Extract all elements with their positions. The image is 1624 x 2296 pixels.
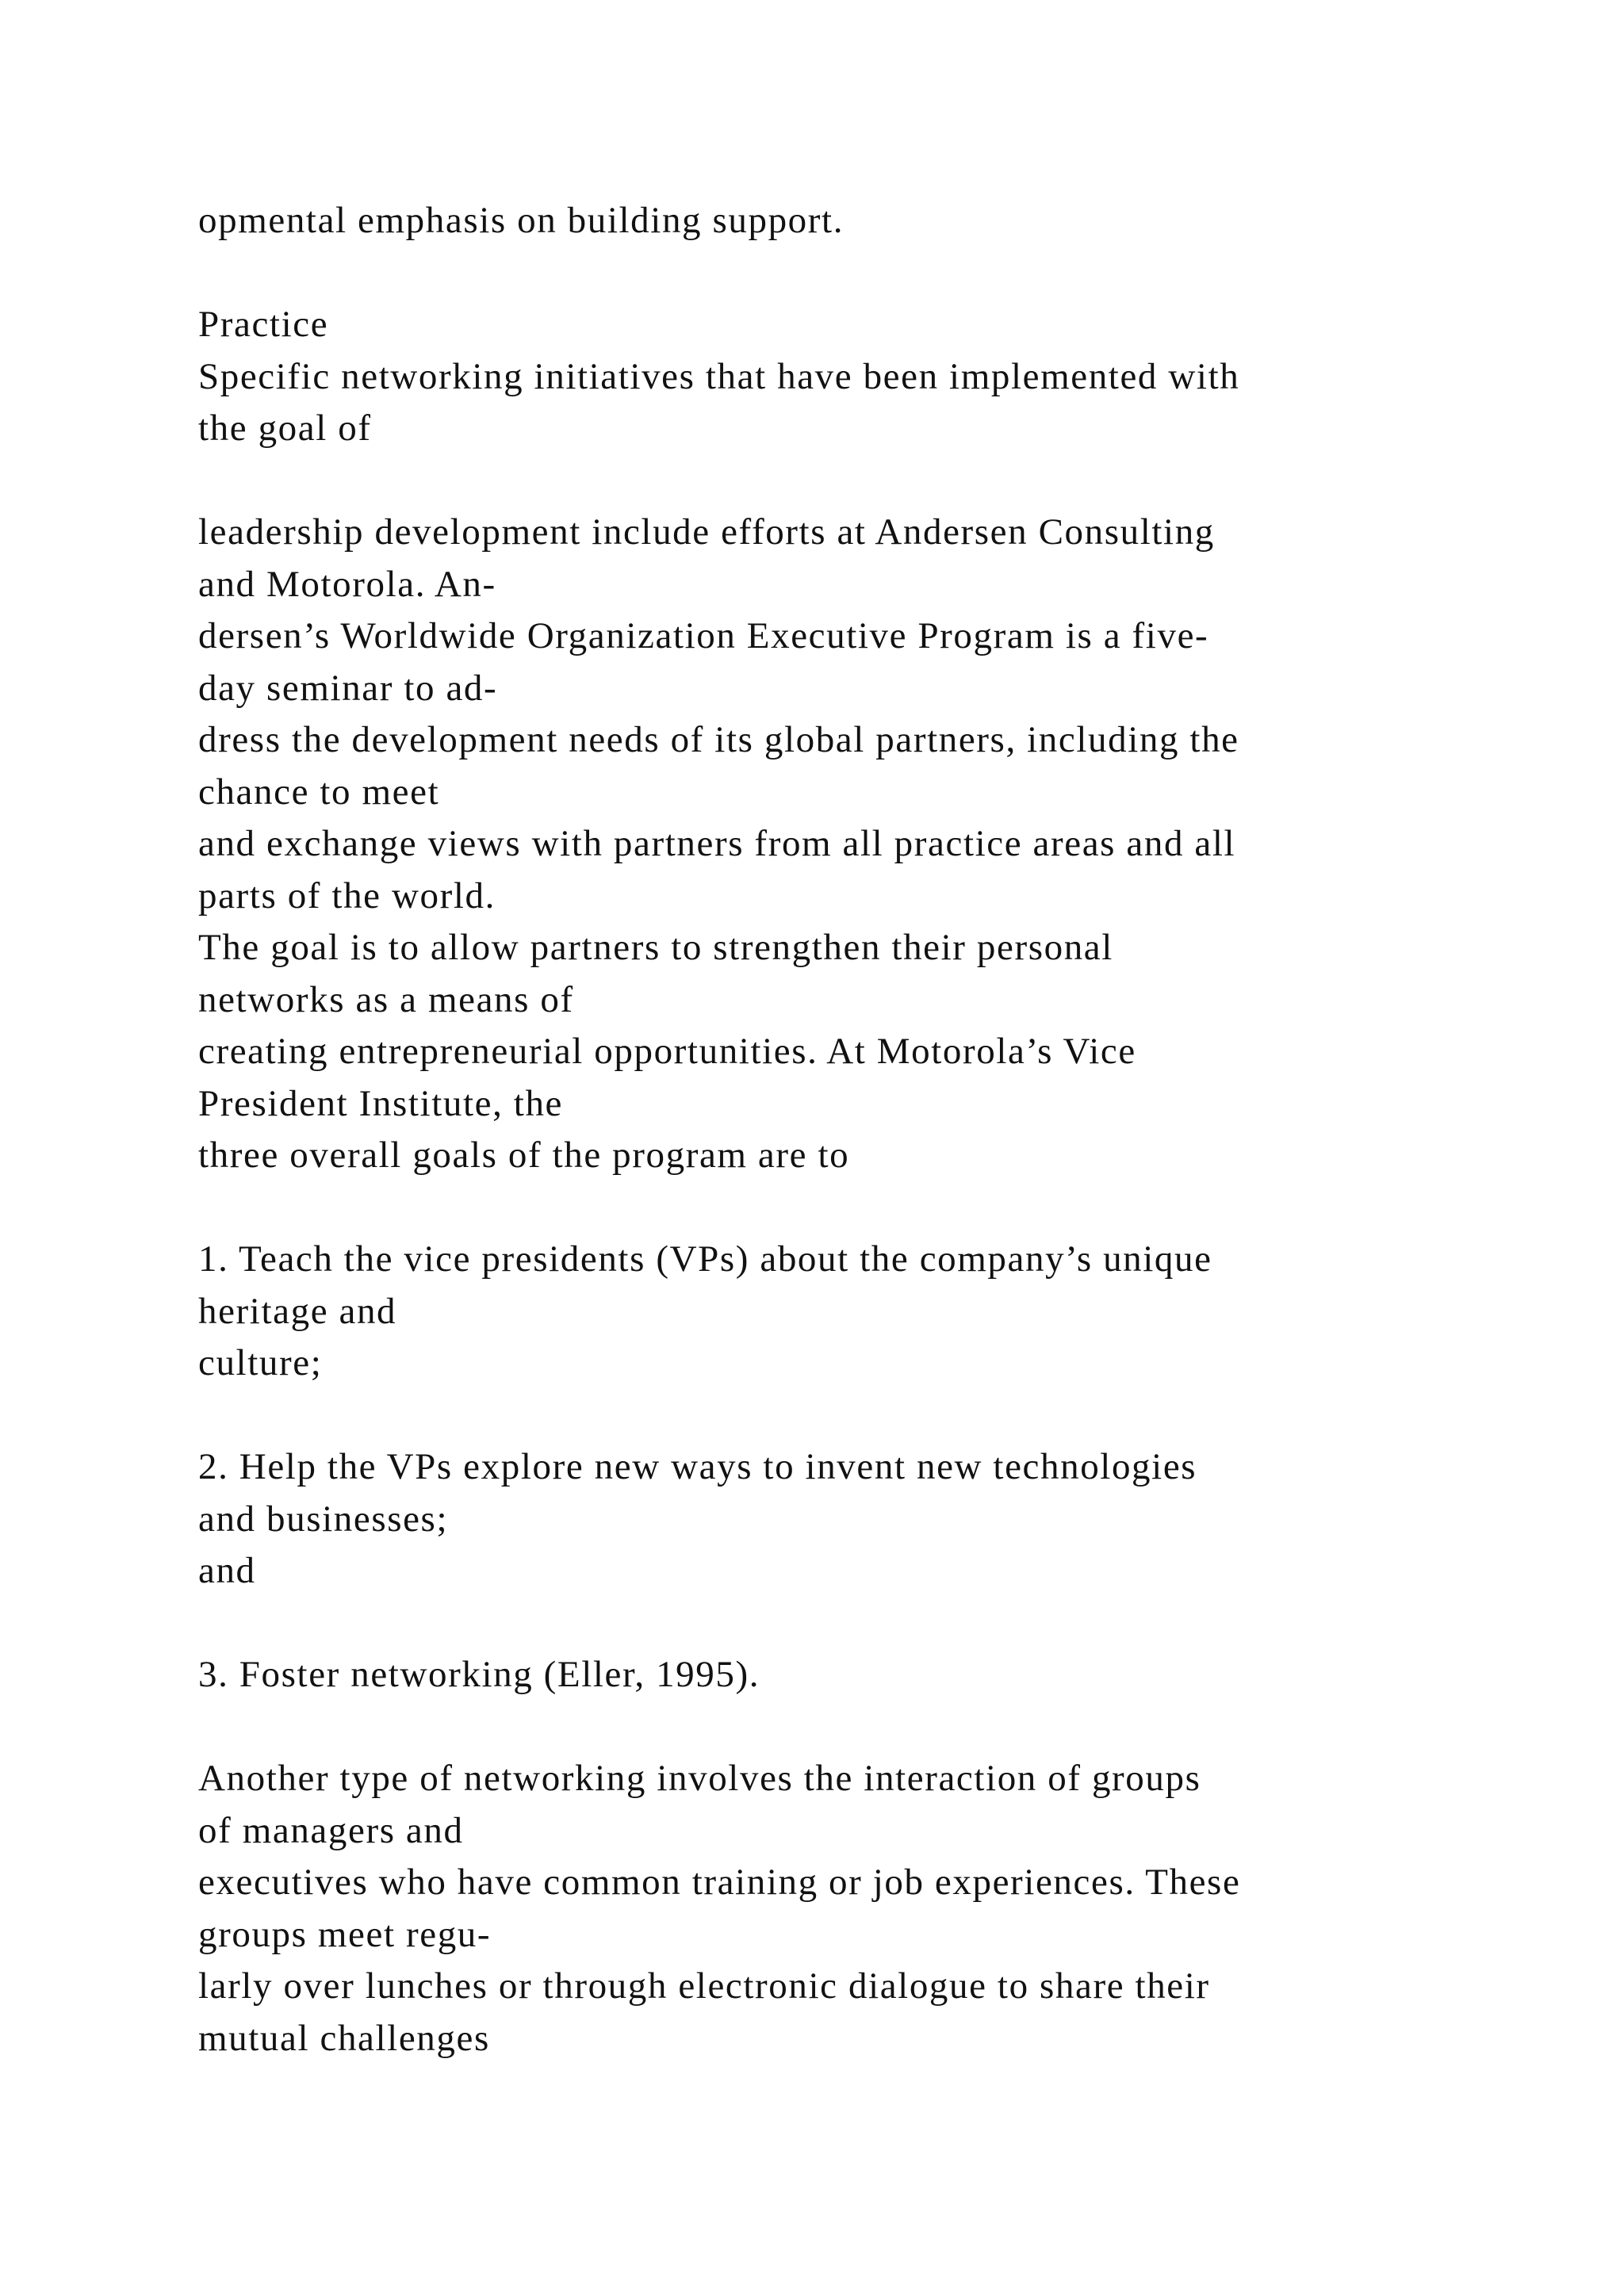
blank-line xyxy=(198,455,1594,507)
list-item-line: 2. Help the VPs explore new ways to invent new technologies xyxy=(198,1446,1197,1487)
text-line: larly over lunches or through electronic dialogue to share their xyxy=(198,1965,1210,2007)
text-line: mutual challenges xyxy=(198,2017,490,2059)
text-line: dress the development needs of its global partners, including the xyxy=(198,719,1239,760)
text-line: networks as a means of xyxy=(198,978,574,1020)
blank-line xyxy=(198,247,1594,300)
text-line: three overall goals of the program are to xyxy=(198,1135,850,1176)
text-line: chance to meet xyxy=(198,771,440,813)
text-line: of managers and xyxy=(198,1809,464,1851)
list-item-line: culture; xyxy=(198,1342,323,1383)
text-line: and Motorola. An- xyxy=(198,563,496,605)
text-line: parts of the world. xyxy=(198,874,496,916)
list-item-line: 3. Foster networking (Eller, 1995). xyxy=(198,1654,760,1695)
text-line: day seminar to ad- xyxy=(198,667,498,709)
blank-line xyxy=(198,1598,1594,1650)
text-line: Specific networking initiatives that have been implemented with xyxy=(198,355,1240,397)
text-line: groups meet regu- xyxy=(198,1913,492,1955)
text-line: President Institute, the xyxy=(198,1082,564,1124)
text-line: leadership development include efforts at Andersen Consulting xyxy=(198,511,1215,553)
list-item-line: and businesses; xyxy=(198,1498,449,1540)
blank-line xyxy=(198,1390,1594,1442)
text-line: executives who have common training or job experiences. These xyxy=(198,1862,1241,1903)
text-line: opmental emphasis on building support. xyxy=(198,200,845,241)
list-item-line: heritage and xyxy=(198,1290,397,1332)
list-item-line: and xyxy=(198,1550,256,1591)
document-text xyxy=(198,195,1594,2064)
blank-line xyxy=(198,1182,1594,1234)
text-line: The goal is to allow partners to strengthen their personal xyxy=(198,927,1113,968)
text-line: creating entrepreneurial opportunities. At Motorola’s Vice xyxy=(198,1031,1136,1072)
text-line: the goal of xyxy=(198,408,372,449)
section-heading: Practice xyxy=(198,304,329,345)
text-line: Another type of networking involves the interaction of groups xyxy=(198,1758,1201,1799)
blank-line xyxy=(198,1701,1594,1754)
list-item-line: 1. Teach the vice presidents (VPs) about the company’s unique xyxy=(198,1238,1212,1280)
text-line: dersen’s Worldwide Organization Executive Program is a five- xyxy=(198,615,1209,656)
text-line: and exchange views with partners from all practice areas and all xyxy=(198,823,1236,864)
